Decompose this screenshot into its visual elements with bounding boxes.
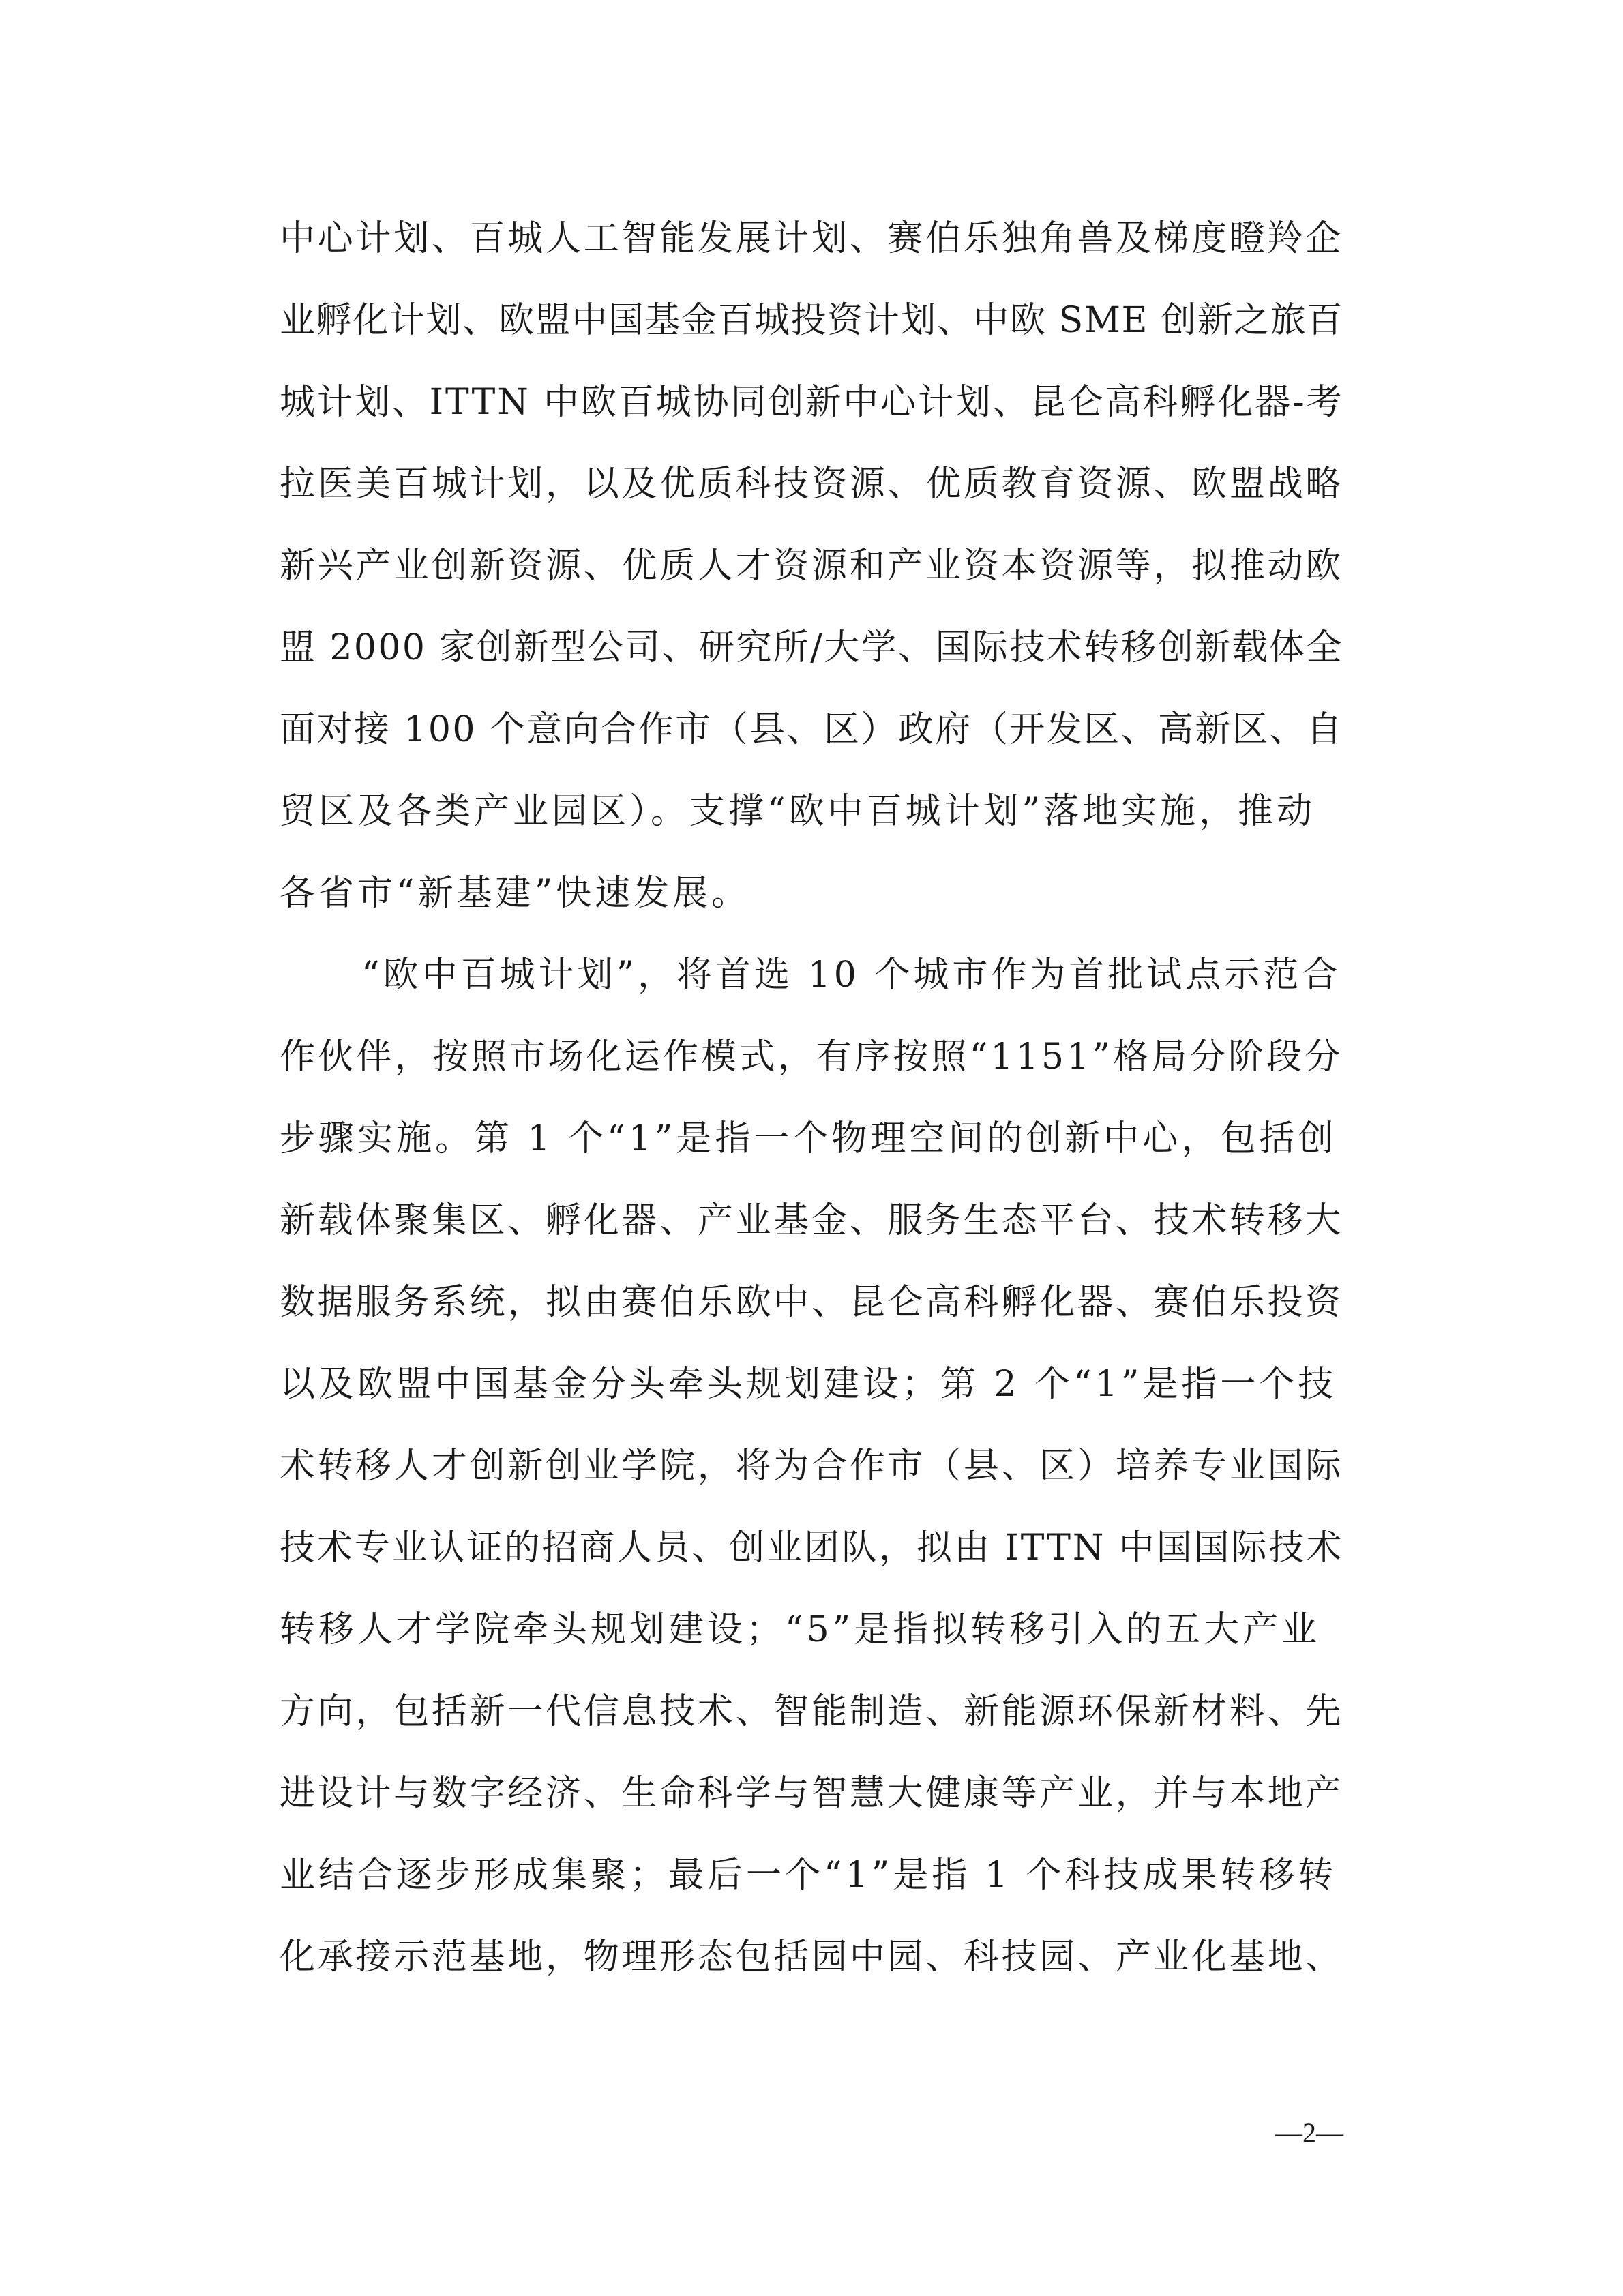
text-line: 步骤实施。第 1 个“1”是指一个物理空间的创新中心，包括创: [280, 1118, 1337, 1159]
text-line: 业孵化计划、欧盟中国基金百城投资计划、中欧 SME 创新之旅百: [280, 300, 1343, 341]
text-line: 拉医美百城计划，以及优质科技资源、优质教育资源、欧盟战略: [280, 464, 1344, 505]
text-line: 数据服务系统，拟由赛伯乐欧中、昆仑高科孵化器、赛伯乐投资: [280, 1282, 1344, 1323]
text-line: 新载体聚集区、孵化器、产业基金、服务生态平台、技术转移大: [280, 1200, 1344, 1241]
text-line: 中心计划、百城人工智能发展计划、赛伯乐独角兽及梯度瞪羚企: [280, 218, 1344, 259]
text-line: 作伙伴，按照市场化运作模式，有序按照“1151”格局分阶段分: [280, 1037, 1343, 1077]
text-line: 技术专业认证的招商人员、创业团队，拟由 ITTN 中国国际技术: [280, 1527, 1344, 1568]
text-line: 各省市“新基建”快速发展。: [280, 873, 751, 914]
text-line: 贸区及各类产业园区）。支撑“欧中百城计划”落地实施，推动: [280, 791, 1316, 832]
page-number: —2—: [1275, 2117, 1343, 2148]
text-line: 化承接示范基地，物理形态包括园中园、科技园、产业化基地、: [280, 1937, 1344, 1978]
text-line: 方向，包括新一代信息技术、智能制造、新能源环保新材料、先: [280, 1691, 1344, 1732]
text-line: 进设计与数字经济、生命科学与智慧大健康等产业，并与本地产: [280, 1773, 1344, 1814]
paragraph-1: [280, 198, 1343, 934]
text-line: 面对接 100 个意向合作市（县、区）政府（开发区、高新区、自: [280, 709, 1344, 750]
text-line: 盟 2000 家创新型公司、研究所/大学、国际技术转移创新载体全: [280, 627, 1343, 668]
text-line: 新兴产业创新资源、优质人才资源和产业资本资源等，拟推动欧: [280, 546, 1344, 586]
paragraph-2: [280, 934, 1343, 1998]
text-line: 术转移人才创新创业学院，将为合作市（县、区）培养专业国际: [280, 1446, 1344, 1487]
text-line: 以及欧盟中国基金分头牵头规划建设；第 2 个“1”是指一个技: [280, 1364, 1337, 1405]
body-text: [280, 198, 1343, 1998]
text-line: 城计划、ITTN 中欧百城协同创新中心计划、昆仑高科孵化器-考: [280, 382, 1344, 423]
text-line: “欧中百城计划”，将首选 10 个城市作为首批试点示范合: [361, 955, 1341, 996]
text-line: 业结合逐步形成集聚；最后一个“1”是指 1 个科技成果转移转: [280, 1855, 1337, 1896]
text-line: 转移人才学院牵头规划建设；“5”是指拟转移引入的五大产业: [280, 1609, 1321, 1650]
